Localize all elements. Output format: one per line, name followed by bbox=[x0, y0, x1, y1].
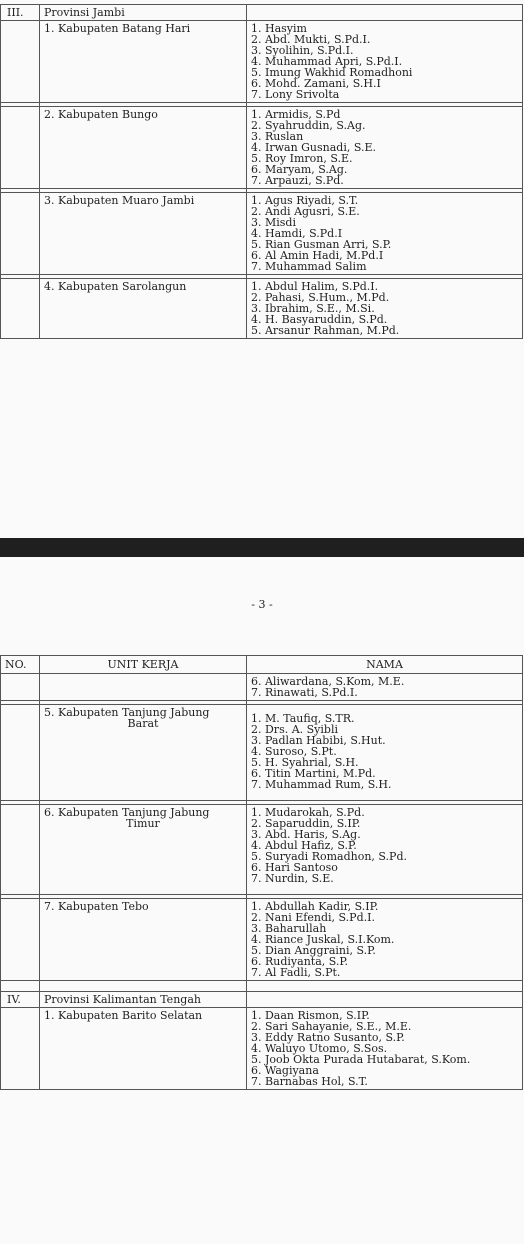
name-item: 2. Saparuddin, S.IP. bbox=[251, 817, 361, 830]
empty-cell bbox=[1, 193, 40, 275]
unit-name bbox=[40, 805, 247, 895]
table-row bbox=[1, 805, 523, 895]
section-number: III. bbox=[1, 5, 40, 21]
name-item: 4. Suroso, S.Pt. bbox=[251, 745, 337, 758]
name-item: 7. Barnabas Hol, S.T. bbox=[251, 1075, 368, 1088]
name-item: 3. Baharullah bbox=[251, 922, 327, 935]
name-item: 5. Suryadi Romadhon, S.Pd. bbox=[251, 850, 407, 863]
table-row bbox=[1, 1008, 523, 1090]
header-no: NO. bbox=[1, 656, 40, 674]
name-item: 1. Mudarokah, S.Pd. bbox=[251, 806, 365, 819]
empty-cell bbox=[247, 5, 523, 21]
document-page-1 bbox=[0, 0, 524, 538]
name-item: 3. Eddy Ratno Susanto, S.P. bbox=[251, 1031, 405, 1044]
name-item: 7. Muhammad Rum, S.H. bbox=[251, 778, 392, 791]
empty-cell bbox=[1, 899, 40, 981]
name-item: 2. Andi Agusri, S.E. bbox=[251, 205, 360, 218]
page-separator bbox=[0, 538, 524, 557]
empty-cell bbox=[1, 21, 40, 103]
name-item: 4. Muhammad Apri, S.Pd.I. bbox=[251, 55, 403, 68]
name-item: 7. Al Fadli, S.Pt. bbox=[251, 966, 341, 979]
name-item: 3. Ibrahim, S.E., M.Si. bbox=[251, 302, 375, 315]
document-page-2 bbox=[0, 557, 524, 1244]
name-item: 1. M. Taufiq, S.TR. bbox=[251, 712, 355, 725]
unit-name: 1. Kabupaten Batang Hari bbox=[40, 21, 247, 103]
name-item: 2. Drs. A. Syibli bbox=[251, 723, 338, 736]
row-gap bbox=[1, 981, 523, 992]
name-item: 3. Abd. Haris, S.Ag. bbox=[251, 828, 361, 841]
name-item: 1. Daan Rismon, S.IP. bbox=[251, 1009, 370, 1022]
name-item: 2. Pahasi, S.Hum., M.Pd. bbox=[251, 291, 390, 304]
name-item: 7. Lony Srivolta bbox=[251, 88, 340, 101]
name-list bbox=[247, 193, 523, 275]
name-item: 1. Abdullah Kadir, S.IP. bbox=[251, 900, 379, 913]
name-item: 4. Waluyo Utomo, S.Sos. bbox=[251, 1042, 388, 1055]
section-row bbox=[1, 5, 523, 21]
empty-cell bbox=[247, 992, 523, 1008]
name-item: 5. Joob Okta Purada Hutabarat, S.Kom. bbox=[251, 1053, 471, 1066]
name-item: 2. Nani Efendi, S.Pd.I. bbox=[251, 911, 375, 924]
unit-name: 2. Kabupaten Bungo bbox=[40, 107, 247, 189]
name-item: 1. Agus Riyadi, S.T. bbox=[251, 194, 359, 207]
empty-cell bbox=[1, 674, 40, 701]
table-header bbox=[1, 656, 523, 674]
personnel-table-1 bbox=[0, 4, 523, 339]
unit-name-line: 5. Kabupaten Tanjung Jabung bbox=[44, 706, 210, 719]
name-item: 6. Rudiyanta, S.P. bbox=[251, 955, 349, 968]
name-item: 3. Misdi bbox=[251, 216, 296, 229]
name-item: 1. Abdul Halim, S.Pd.I. bbox=[251, 280, 379, 293]
table-row bbox=[1, 21, 523, 103]
unit-name-line: Timur bbox=[126, 817, 160, 830]
name-item: 7. Arpauzi, S.Pd. bbox=[251, 174, 344, 187]
name-item: 6. Maryam, S.Ag. bbox=[251, 163, 348, 176]
name-item: 5. Roy Imron, S.E. bbox=[251, 152, 353, 165]
name-item: 4. Hamdi, S.Pd.I bbox=[251, 227, 343, 240]
unit-name bbox=[40, 705, 247, 801]
name-item: 4. Irwan Gusnadi, S.E. bbox=[251, 141, 377, 154]
section-number: IV. bbox=[1, 992, 40, 1008]
name-item: 2. Abd. Mukti, S.Pd.I. bbox=[251, 33, 371, 46]
name-list bbox=[247, 1008, 523, 1090]
empty-cell bbox=[1, 805, 40, 895]
name-list bbox=[247, 21, 523, 103]
table-row bbox=[1, 279, 523, 339]
name-item: 4. Riance Juskal, S.I.Kom. bbox=[251, 933, 395, 946]
page-number: - 3 - bbox=[251, 598, 273, 611]
name-item: 5. Rian Gusman Arri, S.P. bbox=[251, 238, 392, 251]
name-list bbox=[247, 674, 523, 701]
unit-name-line: Barat bbox=[127, 717, 159, 730]
empty-cell bbox=[1, 705, 40, 801]
name-item: 5. Arsanur Rahman, M.Pd. bbox=[251, 324, 400, 337]
unit-name: 7. Kabupaten Tebo bbox=[40, 899, 247, 981]
name-item: 7. Rinawati, S.Pd.I. bbox=[251, 686, 358, 699]
name-list bbox=[247, 279, 523, 339]
name-item: 3. Syolihin, S.Pd.I. bbox=[251, 44, 354, 57]
empty-cell bbox=[40, 674, 247, 701]
name-list bbox=[247, 899, 523, 981]
empty-cell bbox=[1, 107, 40, 189]
name-item: 3. Ruslan bbox=[251, 130, 304, 143]
name-list bbox=[247, 705, 523, 801]
unit-name: 3. Kabupaten Muaro Jambi bbox=[40, 193, 247, 275]
name-item: 4. H. Basyaruddin, S.Pd. bbox=[251, 313, 388, 326]
empty-cell bbox=[1, 279, 40, 339]
name-item: 5. Dian Anggraini, S.P. bbox=[251, 944, 376, 957]
personnel-table-2 bbox=[0, 655, 523, 1090]
name-item: 1. Armidis, S.Pd bbox=[251, 108, 341, 121]
name-item: 5. H. Syahrial, S.H. bbox=[251, 756, 359, 769]
name-item: 2. Syahruddin, S.Ag. bbox=[251, 119, 366, 132]
empty-cell bbox=[1, 1008, 40, 1090]
name-item: 6. Wagiyana bbox=[251, 1064, 319, 1077]
name-item: 4. Abdul Hafiz, S.P. bbox=[251, 839, 357, 852]
name-item: 7. Muhammad Salim bbox=[251, 260, 367, 273]
name-list bbox=[247, 805, 523, 895]
unit-name: 4. Kabupaten Sarolangun bbox=[40, 279, 247, 339]
header-unit: UNIT KERJA bbox=[40, 656, 247, 674]
name-item: 6. Hari Santoso bbox=[251, 861, 338, 874]
table-row bbox=[1, 899, 523, 981]
table-row bbox=[1, 674, 523, 701]
unit-name-line: 6. Kabupaten Tanjung Jabung bbox=[44, 806, 210, 819]
table-row bbox=[1, 705, 523, 801]
section-title: Provinsi Jambi bbox=[40, 5, 247, 21]
header-name: NAMA bbox=[247, 656, 523, 674]
table-row bbox=[1, 193, 523, 275]
section-row bbox=[1, 992, 523, 1008]
name-item: 6. Titin Martini, M.Pd. bbox=[251, 767, 376, 780]
name-item: 3. Padlan Habibi, S.Hut. bbox=[251, 734, 386, 747]
name-item: 6. Aliwardana, S.Kom, M.E. bbox=[251, 675, 405, 688]
unit-name: 1. Kabupaten Barito Selatan bbox=[40, 1008, 247, 1090]
name-item: 1. Hasyim bbox=[251, 22, 307, 35]
name-list bbox=[247, 107, 523, 189]
table-row bbox=[1, 107, 523, 189]
name-item: 5. Imung Wakhid Romadhoni bbox=[251, 66, 413, 79]
name-item: 2. Sari Sahayanie, S.E., M.E. bbox=[251, 1020, 412, 1033]
name-item: 6. Al Amin Hadi, M.Pd.I bbox=[251, 249, 384, 262]
name-item: 6. Mohd. Zamani, S.H.I bbox=[251, 77, 381, 90]
section-title: Provinsi Kalimantan Tengah bbox=[40, 992, 247, 1008]
name-item: 7. Nurdin, S.E. bbox=[251, 872, 334, 885]
